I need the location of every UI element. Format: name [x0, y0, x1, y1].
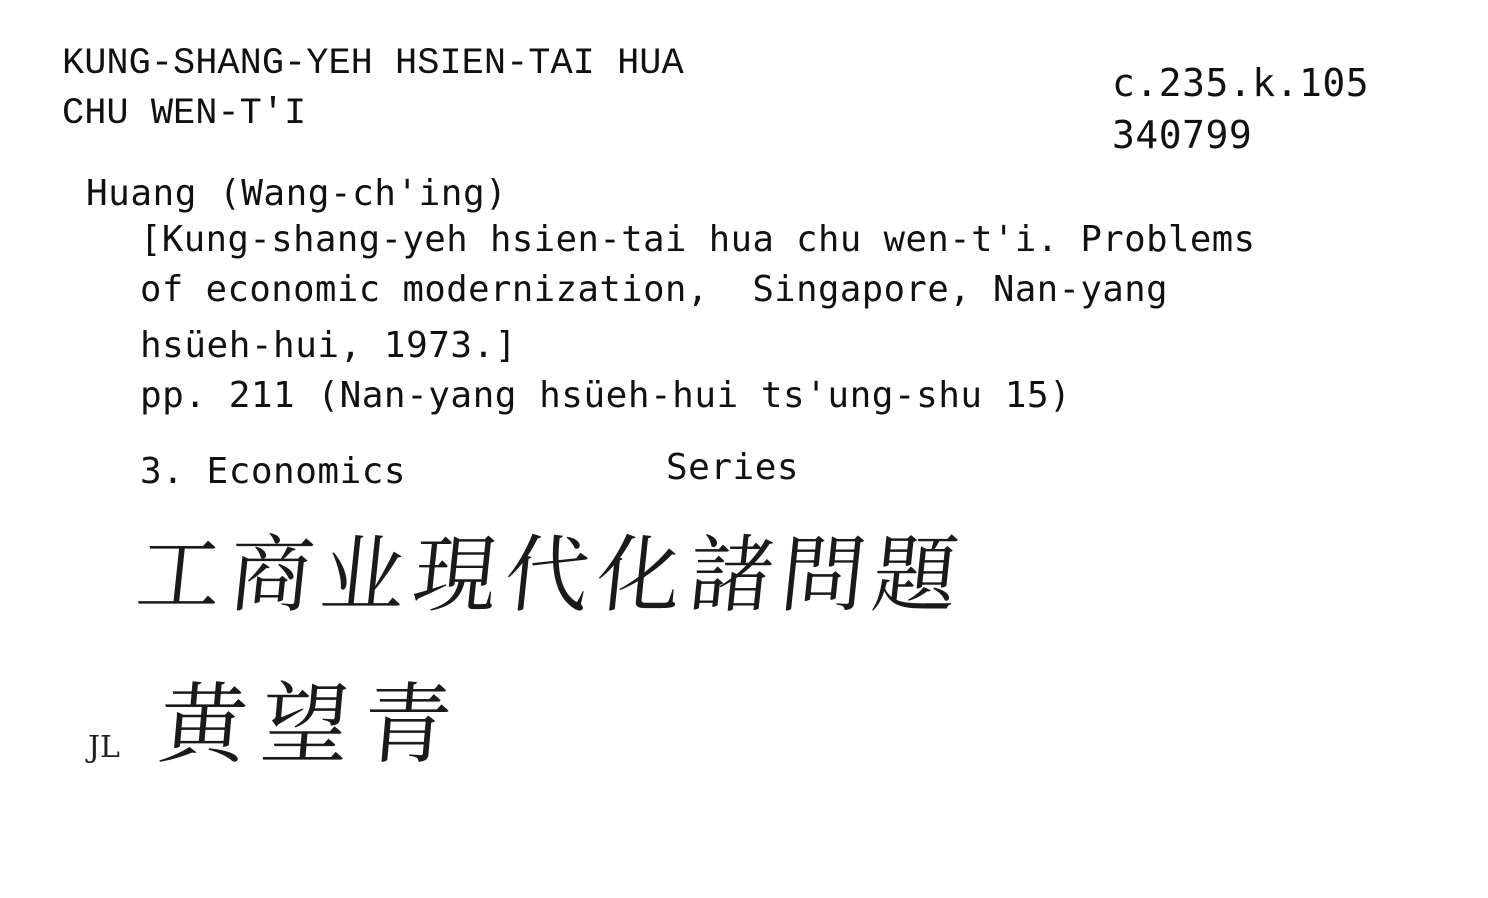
- description-line-3: hsüeh-hui, 1973.]: [140, 325, 517, 366]
- heading-line-2: CHU WEN-T'I: [62, 93, 307, 135]
- heading-line-1: KUNG-SHANG-YEH HSIEN-TAI HUA: [62, 43, 684, 85]
- collation-line: pp. 211 (Nan-yang hsüeh-hui ts'ung-shu 15): [140, 375, 1072, 416]
- subject-heading: 3. Economics: [140, 451, 407, 492]
- accession-number: 340799: [1112, 113, 1253, 157]
- handwritten-chinese-title: 工商业現代化諸問題: [132, 526, 971, 624]
- author-entry: Huang (Wang-ch'ing): [86, 173, 508, 214]
- description-line-1: [Kung-shang-yeh hsien-tai hua chu wen-t'i. Problems: [140, 219, 1256, 260]
- series-label: Series: [666, 447, 800, 488]
- handwritten-chinese-author: 黄望青: [154, 673, 470, 776]
- classmark: c.235.k.105: [1112, 61, 1370, 105]
- description-line-2: of economic modernization, Singapore, Nan-yang: [140, 269, 1169, 310]
- cataloguer-initials: JL: [88, 730, 120, 765]
